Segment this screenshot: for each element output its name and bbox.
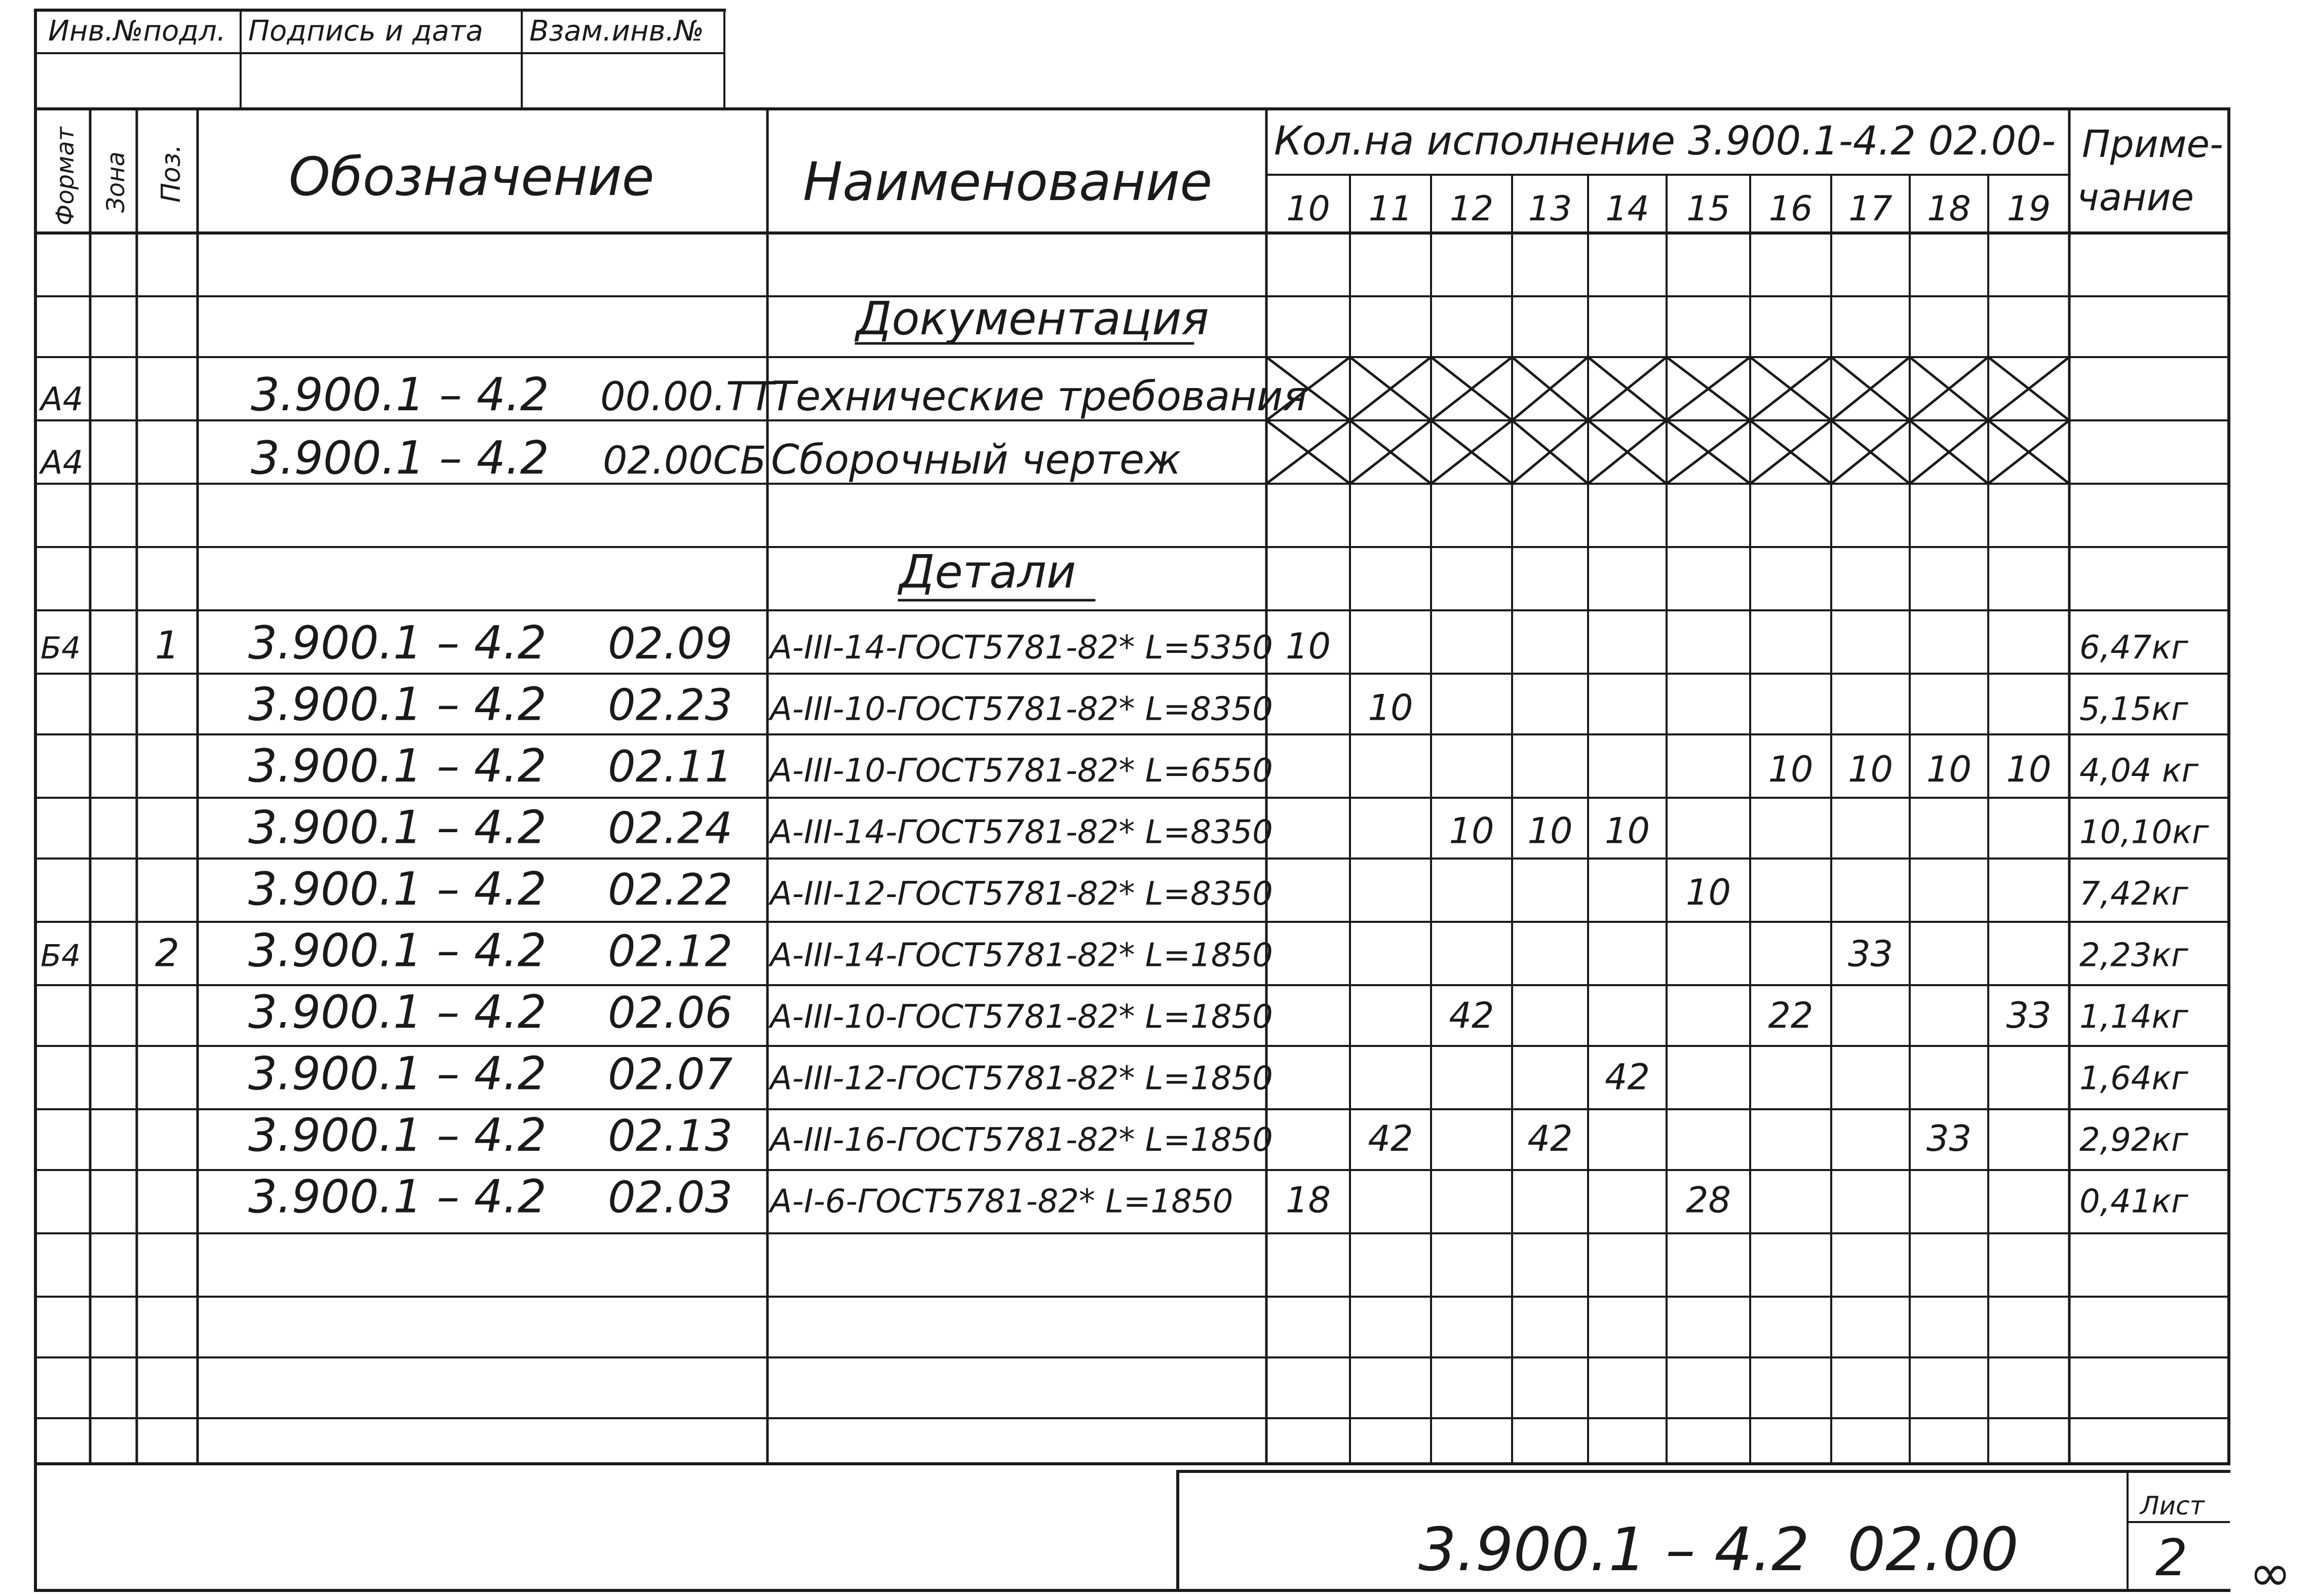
approval-stamp: [48, 15, 704, 48]
header-kol-title: Кол.на исполнение 3.900.1-4.2 02.00-: [1274, 119, 2056, 164]
row-designation-suffix: 02.13: [608, 1111, 733, 1161]
row-note: 2,23кг: [2079, 937, 2188, 975]
detail-row: [248, 1047, 2188, 1101]
row-designation-suffix: 02.03: [608, 1172, 733, 1223]
row-note: 6,47кг: [2079, 629, 2188, 667]
row-name: Сборочный чертеж: [771, 436, 1181, 483]
variant-header-19: 19: [2006, 189, 2051, 229]
document-row: [38, 432, 1181, 485]
row-designation-suffix: 02.00СБ: [603, 438, 766, 483]
detail-row: [248, 1109, 2188, 1162]
detail-row: [248, 801, 2209, 854]
qty-cell: 10: [1604, 810, 1650, 852]
variant-headers: [1286, 189, 2051, 229]
header-oboznachenie: Обозначение: [289, 146, 654, 208]
row-format: А4: [41, 381, 84, 418]
row-designation: 3.900.1 – 4.2: [248, 986, 547, 1039]
section-details: Детали: [899, 546, 1076, 599]
variant-header-14: 14: [1605, 189, 1649, 229]
row-designation: 3.900.1 – 4.2: [248, 739, 547, 793]
header-poz: Поз.: [156, 144, 186, 203]
document-row: [38, 368, 1307, 421]
row-format: Б4: [41, 938, 81, 974]
header-zona: Зона: [102, 151, 130, 213]
row-note: 1,64кг: [2079, 1060, 2188, 1098]
row-designation-suffix: 02.12: [608, 926, 733, 977]
row-name: А-III-12-ГОСТ5781-82* L=8350: [770, 875, 1273, 913]
qty-cell: 10: [1449, 810, 1494, 852]
row-note: 2,92кг: [2079, 1121, 2188, 1159]
row-format: Б4: [41, 631, 81, 666]
detail-row: [248, 863, 2188, 916]
header-primechanie-1: Приме-: [2082, 123, 2223, 166]
row-note: 5,15кг: [2079, 690, 2188, 728]
row-position: 1: [155, 622, 180, 668]
qty-cell: 42: [1604, 1056, 1650, 1098]
stamp-vzam-inv: Взам.инв.№: [529, 15, 704, 48]
title-doc-number: 3.900.1 – 4.2 02.00: [1418, 1514, 2019, 1584]
detail-rows: [41, 616, 2209, 1224]
title-sheet-number: 2: [2155, 1528, 2188, 1587]
header-primechanie-2: чание: [2077, 176, 2194, 219]
row-designation: 3.900.1 – 4.2: [248, 1109, 547, 1162]
row-designation: 3.900.1 – 4.2: [248, 1170, 547, 1224]
row-name: А-III-12-ГОСТ5781-82* L=1850: [770, 1060, 1273, 1098]
qty-cell: 10: [1285, 626, 1331, 667]
variant-header-12: 12: [1449, 189, 1494, 229]
qty-cell: 42: [1527, 1118, 1573, 1159]
detail-row: [248, 678, 2188, 731]
qty-cell: 10: [1368, 687, 1413, 729]
row-name: А-III-16-ГОСТ5781-82* L=1850: [770, 1121, 1273, 1159]
variant-header-10: 10: [1286, 189, 1330, 229]
qty-cell: 33: [1926, 1118, 1972, 1159]
qty-cell: 33: [2006, 995, 2052, 1036]
variant-header-11: 11: [1368, 189, 1413, 229]
qty-cell: 10: [2006, 749, 2052, 790]
row-designation-suffix: 02.22: [608, 865, 733, 915]
row-designation-suffix: 02.07: [608, 1049, 733, 1100]
row-designation: 3.900.1 – 4.2: [248, 863, 547, 916]
row-note: 1,14кг: [2079, 998, 2188, 1036]
row-designation-suffix: 02.06: [608, 988, 733, 1038]
stamp-inv-podl: Инв.№подл.: [48, 15, 226, 48]
section-documentation: Документация: [856, 292, 1209, 345]
qty-cell: 10: [1527, 810, 1573, 852]
row-name: А-III-14-ГОСТ5781-82* L=8350: [770, 813, 1273, 851]
detail-row: [248, 739, 2199, 793]
row-designation-suffix: 02.24: [608, 803, 733, 854]
row-name: А-III-10-ГОСТ5781-82* L=6550: [770, 752, 1273, 790]
variant-header-15: 15: [1686, 189, 1730, 229]
detail-row: [41, 616, 2188, 670]
row-designation-suffix: 02.09: [608, 618, 733, 669]
row-designation: 3.900.1 – 4.2: [248, 801, 547, 854]
row-designation: 3.900.1 – 4.2: [248, 678, 547, 731]
variant-header-13: 13: [1528, 189, 1572, 229]
qty-cell: 10: [1847, 749, 1894, 790]
qty-cell: 42: [1449, 995, 1494, 1036]
row-designation: 3.900.1 – 4.2: [248, 616, 547, 670]
header-format: Формат: [51, 127, 80, 225]
table-grid: [35, 10, 2229, 1590]
variant-header-16: 16: [1768, 189, 1813, 229]
qty-cell: 10: [1768, 749, 1813, 790]
title-sheet-label: Лист: [2140, 1491, 2205, 1521]
row-name: А-III-14-ГОСТ5781-82* L=1850: [770, 937, 1273, 975]
row-note: 10,10кг: [2079, 813, 2209, 851]
row-format: А4: [41, 444, 84, 482]
variant-header-17: 17: [1848, 189, 1893, 229]
row-designation: 3.900.1 – 4.2: [248, 924, 547, 978]
stamp-podpis-data: Подпись и дата: [248, 15, 483, 48]
detail-row: [248, 1171, 2188, 1224]
header-naimenovanie: Наименование: [803, 151, 1213, 213]
row-note: 0,41кг: [2079, 1183, 2188, 1221]
detail-row: [41, 924, 2188, 978]
qty-cell: 42: [1368, 1118, 1413, 1159]
row-designation: 3.900.1 – 4.2: [251, 432, 549, 485]
row-designation-suffix: 02.11: [608, 742, 733, 792]
qty-cell: 10: [1926, 749, 1972, 790]
row-designation: 3.900.1 – 4.2: [248, 1047, 547, 1101]
row-name: А-I-6-ГОСТ5781-82* L=1850: [770, 1183, 1233, 1221]
row-note: 7,42кг: [2079, 875, 2188, 913]
row-designation-suffix: 00.00.ТТ: [600, 374, 775, 420]
row-designation: 3.900.1 – 4.2: [251, 368, 549, 421]
variant-header-18: 18: [1927, 189, 1971, 229]
row-name: А-III-10-ГОСТ5781-82* L=1850: [770, 998, 1273, 1036]
corner-mark: ∞: [2249, 1543, 2292, 1596]
qty-cell: 18: [1285, 1179, 1331, 1221]
row-note: 4,04 кг: [2079, 752, 2199, 790]
qty-cell: 28: [1685, 1179, 1731, 1221]
title-block: [1418, 1491, 2206, 1587]
row-name: А-III-10-ГОСТ5781-82* L=8350: [770, 690, 1273, 728]
qty-cell: 22: [1768, 995, 1813, 1036]
qty-cell: 10: [1685, 872, 1731, 913]
row-name: Технические требования: [771, 373, 1307, 420]
row-designation-suffix: 02.23: [608, 680, 733, 731]
qty-cell: 33: [1847, 933, 1894, 975]
row-name: А-III-14-ГОСТ5781-82* L=5350: [770, 629, 1273, 667]
detail-row: [248, 986, 2188, 1039]
row-position: 2: [155, 930, 180, 976]
